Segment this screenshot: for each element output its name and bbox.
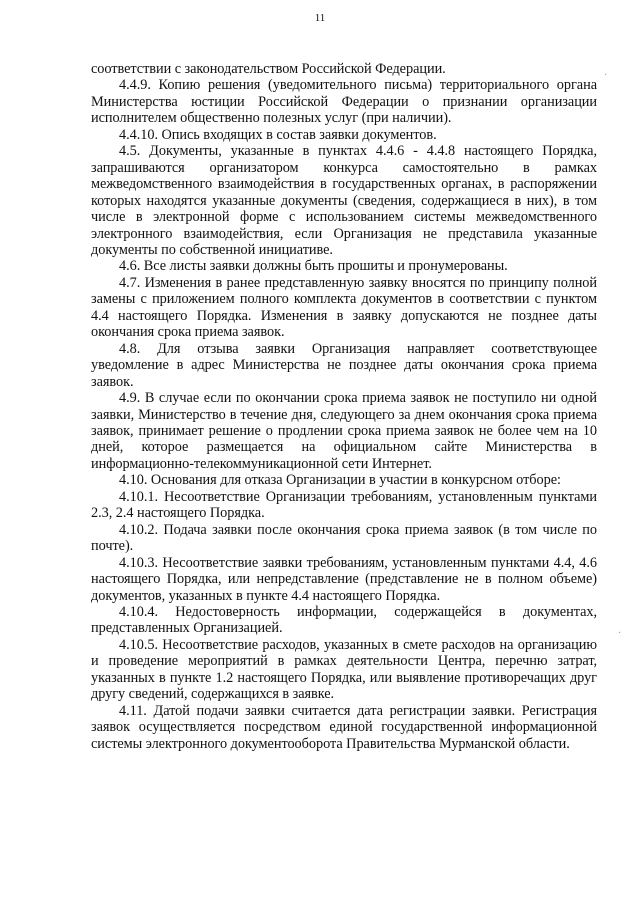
paragraph-4-4-10: 4.4.10. Опись входящих в состав заявки документов. xyxy=(119,126,437,143)
scan-speck: · xyxy=(618,628,622,639)
paragraph-4-10-4: 4.10.4. Недостоверность информации, содержащейся в документах, представленных Организацией. xyxy=(91,603,597,637)
paragraph-4-10-2: 4.10.2. Подача заявки после окончания срока приема заявок (в том числе по почте). xyxy=(91,521,597,555)
paragraph-4-10-5: 4.10.5. Несоответствие расходов, указанных в смете расходов на организацию и проведение мероприятий в рамках деятельности Центра, перечню затрат, указанных в пункте 1.2 настоящего Порядка, или выявление противоречащих друг другу сведений, содержащихся в заявке. xyxy=(91,636,597,703)
scan-speck: · xyxy=(604,70,608,81)
paragraph-4-10-3: 4.10.3. Несоответствие заявки требованиям, установленным пунктами 4.4, 4.6 настоящего Порядка, или непредставление (представление не в полном объеме) документов, указанных в пункте 4.4 настоящего Порядка. xyxy=(91,554,597,604)
paragraph-4-4-9: 4.4.9. Копию решения (уведомительного письма) территориального органа Министерства юстиции Российской Федерации о признании организации исполнителем общественно полезных услуг (при наличии). xyxy=(91,77,597,127)
paragraph-4-9: 4.9. В случае если по окончании срока приема заявок не поступило ни одной заявки, Министерство в течение дня, следующего за днем окончания срока приема заявок, принимает решение о продлении срока приема заявок не более чем на 10 дней, которое размещается на официальном сайте Министерства в информационно-телекоммуникационной сети Интернет. xyxy=(91,390,597,472)
paragraph-4-7: 4.7. Изменения в ранее представленную заявку вносятся по принципу полной замены с приложением полного комплекта документов в соответствии с пунктом 4.4 настоящего Порядка. Изменения в заявку допускаются не позднее даты окончания срока приема заявок. xyxy=(91,274,597,341)
paragraph-4-10-1: 4.10.1. Несоответствие Организации требованиям, установленным пунктами 2.3, 2.4 настоящего Порядка. xyxy=(91,488,597,522)
document-body xyxy=(91,61,597,752)
paragraph-4-5: 4.5. Документы, указанные в пунктах 4.4.6 - 4.4.8 настоящего Порядка, запрашиваются организатором конкурса самостоятельно в рамках межведомственного взаимодействия в государственных органах, в распоряжении которых находятся указанные документы (сведения, содержащиеся в них), в том числе в электронной форме с использованием системы межведомственного электронного взаимодействия, если Организация не представила указанные документы по собственной инициативе. xyxy=(91,143,597,258)
paragraph-4-6: 4.6. Все листы заявки должны быть прошиты и пронумерованы. xyxy=(119,258,508,275)
paragraph-4-11: 4.11. Датой подачи заявки считается дата регистрации заявки. Регистрация заявок осуществляется посредством единой государственной информационной системы электронного документооборота Правительства Мурманской области. xyxy=(91,702,597,752)
paragraph-continuation: соответствии с законодательством Российской Федерации. xyxy=(91,61,446,77)
page-number: 11 xyxy=(314,12,326,24)
paragraph-4-10: 4.10. Основания для отказа Организации в участии в конкурсном отборе: xyxy=(119,472,561,489)
paragraph-4-8: 4.8. Для отзыва заявки Организация направляет соответствующее уведомление в адрес Министерства не позднее даты окончания срока приема заявок. xyxy=(91,340,597,390)
